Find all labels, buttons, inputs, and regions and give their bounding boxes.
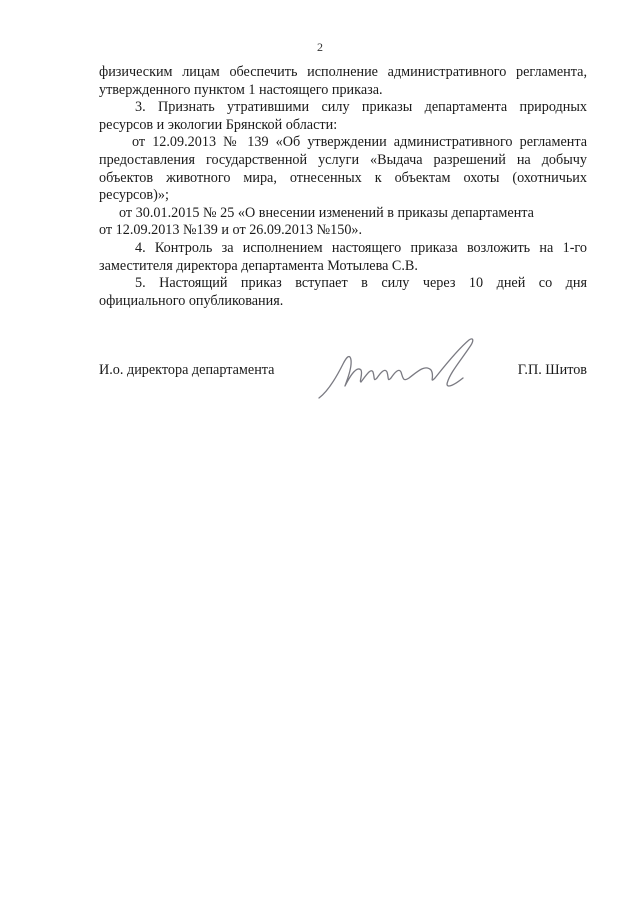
page-number: 2: [317, 40, 323, 54]
paragraph-line: ресурсов)»;: [99, 187, 169, 204]
paragraph-line: утвержденного пунктом 1 настоящего приказа.: [99, 81, 383, 98]
paragraph-line: от 12.09.2013 №139 и от 26.09.2013 №150».: [99, 222, 363, 239]
paragraph-line: предоставления государственной услуги «Выдача разрешений на добычу: [99, 151, 587, 168]
paragraph-line: ресурсов и экологии Брянской области:: [99, 116, 338, 133]
paragraph-line: 3. Признать утратившими силу приказы департамента природных: [135, 99, 587, 116]
paragraph-line: 4. Контроль за исполнением настоящего приказа возложить на 1-го: [135, 239, 587, 256]
paragraph-line: физическим лицам обеспечить исполнение административного регламента,: [99, 64, 587, 80]
signer-name: Г.П. Шитов: [517, 362, 587, 378]
paragraph-line: от 12.09.2013 № 139 «Об утверждении административного регламента: [132, 134, 587, 151]
paragraph-line: объектов животного мира, отнесенных к объектам охоты (охотничьих: [99, 169, 587, 186]
signer-title: И.о. директора департамента: [99, 362, 275, 378]
order-body: [99, 64, 587, 310]
paragraph-line: 5. Настоящий приказ вступает в силу через 10 дней со дня: [135, 275, 587, 292]
handwritten-signature: [317, 334, 477, 404]
paragraph-line: от 30.01.2015 № 25 «О внесении изменений в приказы департамента: [119, 204, 534, 221]
paragraph-line: заместителя директора департамента Мотылева С.В.: [99, 257, 418, 274]
paragraph-line: официального опубликования.: [99, 292, 284, 309]
